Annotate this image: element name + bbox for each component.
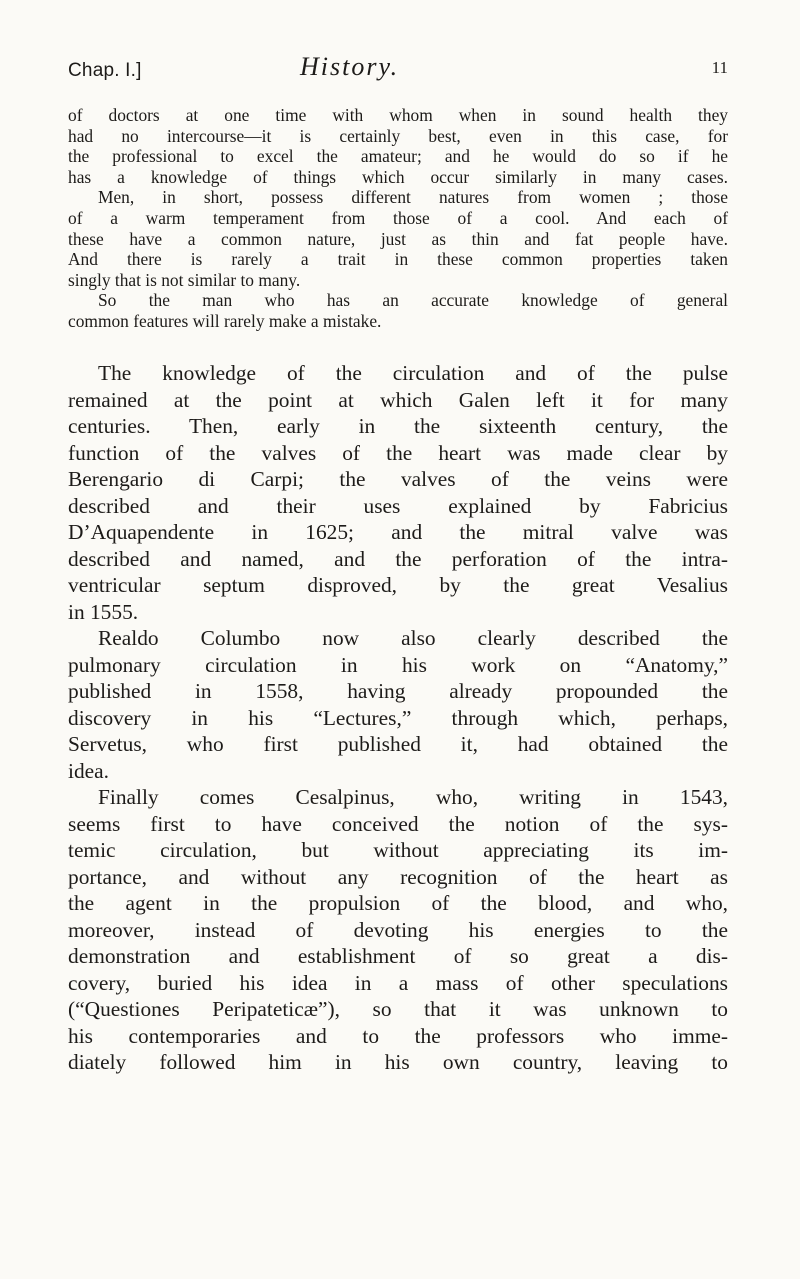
quoted-passage — [68, 105, 728, 332]
text-line: in 1555. — [68, 599, 139, 624]
text-line: function of the valves of the heart was made clear by — [68, 440, 728, 465]
chapter-label: Chap. I.] — [68, 60, 142, 81]
text-line: the agent in the propulsion of the blood, and who, — [68, 891, 728, 915]
text-line: has a knowledge of things which occur similarly in many cases. — [68, 166, 728, 187]
text-line: seems first to have conceived the notion of the sys- — [68, 811, 728, 836]
text-line: the professional to excel the amateur; and he would do so if he — [68, 146, 728, 167]
page-number: 11 — [711, 58, 728, 77]
text-line: described and their uses explained by Fabricius — [68, 493, 728, 518]
text-line: diately followed him in his own country, leaving to — [68, 1050, 728, 1074]
text-line: his contemporaries and to the professors who imme- — [68, 1023, 728, 1048]
text-line: discovery in his “Lectures,” through which, perhaps, — [68, 705, 728, 730]
text-line: common features will rarely make a mistake. — [68, 310, 382, 331]
text-line: described and named, and the perforation of the intra- — [68, 546, 728, 571]
text-line: pulmonary circulation in his work on “Anatomy,” — [68, 652, 728, 677]
text-line: temic circulation, but without appreciating its im- — [68, 838, 728, 862]
text-line: remained at the point at which Galen left it for many — [68, 387, 728, 412]
text-line: Realdo Columbo now also clearly described the — [98, 626, 728, 650]
text-line: Servetus, who first published it, had obtained the — [68, 732, 728, 756]
text-line: of a warm temperament from those of a cool. And each of — [68, 207, 728, 228]
text-line: moreover, instead of devoting his energies to the — [68, 917, 728, 942]
text-line: portance, and without any recognition of the heart as — [68, 864, 728, 889]
text-line: covery, buried his idea in a mass of other speculations — [68, 970, 728, 995]
running-head — [68, 52, 728, 86]
text-line: The knowledge of the circulation and of the pulse — [98, 361, 728, 385]
text-line: of doctors at one time with whom when in sound health they — [68, 105, 728, 125]
text-line: D’Aquapendente in 1625; and the mitral valve was — [68, 520, 728, 544]
text-line: And there is rarely a trait in these common properties taken — [68, 249, 728, 270]
text-line: Berengario di Carpi; the valves of the veins were — [68, 467, 728, 491]
text-line: demonstration and establishment of so great a dis- — [68, 944, 728, 968]
text-line: ventricular septum disproved, by the great Vesalius — [68, 573, 728, 597]
text-line: Finally comes Cesalpinus, who, writing in 1543, — [98, 785, 728, 809]
text-line: (“Questiones Peripateticæ”), so that it was unknown to — [68, 997, 728, 1021]
text-line: these have a common nature, just as thin and fat people have. — [68, 228, 728, 249]
text-line: Men, in short, possess different natures from women ; those — [98, 187, 728, 208]
body-text — [68, 360, 728, 1076]
text-line: So the man who has an accurate knowledge of general — [98, 290, 728, 311]
text-line: published in 1558, having already propounded the — [68, 679, 728, 703]
text-line: had no intercourse—it is certainly best, even in this case, for — [68, 125, 728, 146]
running-title: History. — [300, 52, 400, 81]
text-line: centuries. Then, early in the sixteenth century, the — [68, 414, 728, 438]
text-line: idea. — [68, 758, 109, 783]
text-line: singly that is not similar to many. — [68, 269, 301, 290]
